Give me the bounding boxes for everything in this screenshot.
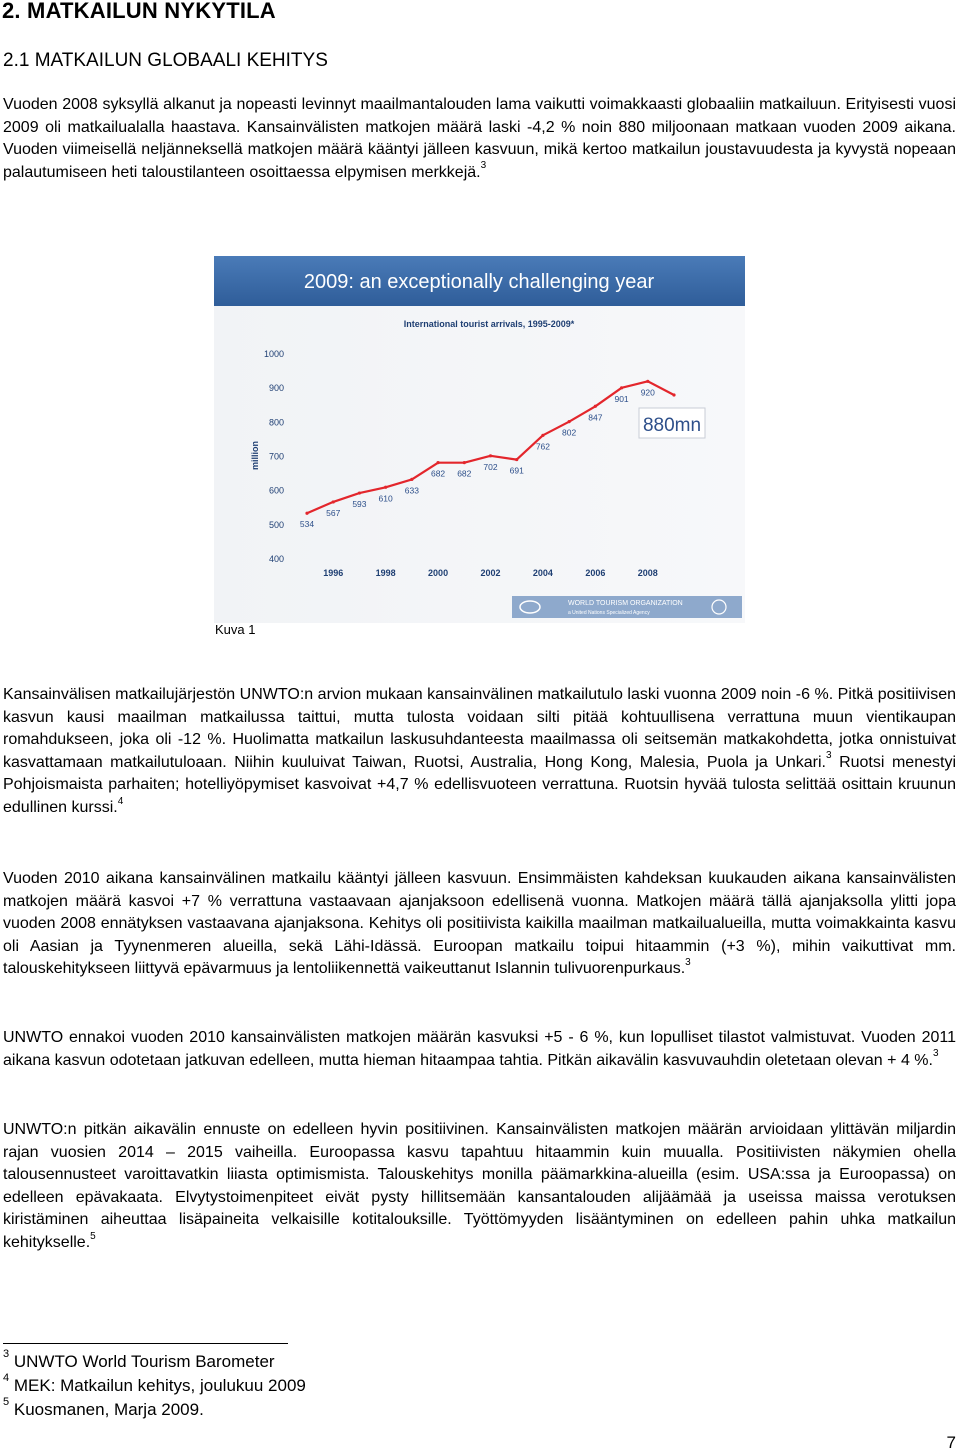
paragraph-5: UNWTO:n pitkän aikavälin ennuste on edelleen hyvin positiivinen. Kansainvälisten matkojen määrän arvioidaan ylittävän miljardin rajan vuosien 2014 – 2015 vaiheilla. Euroopassa kasvu tapahtuu hitaammin kuin muualla. Positiivisten näkymien ohella talousennusteet varoittavatkin liiasta optimismista. Talouskehitys monilla päämarkkina-alueilla (esim. USA:ssa ja Euroopassa) on edelleen epävakaata. Elvytystoimenpiteet eivät pysty hillitsemään kansantalouden alijäämää ja useissa maissa verotuksen kiristäminen aiheuttaa lisäpaineita velkaisille kotitalouksille. Työttömyyden lisääntyminen on edelleen pahin uhka matkailun kehitykselle.$^5$	[3, 1121, 956, 1251]
paragraph-2: Kansainvälisen matkailujärjestön UNWTO:n arvion mukaan kansainvälinen matkailutulo laski vuonna 2009 noin -6 %. Pitkä positiivisen kasvun kausi maailman matkailussa taittui, mutta tulosta voidaan silti pitää kohtuullisena verrattuna muun vientikaupan romahdukseen, joka oli -12 %. Huolimatta matkailun laskusuhdanteesta maailmassa oli seitsemän matkakohdetta, jotka onnistuivat kasvattamaan matkailutuloaan. Niihin kuuluivat Taiwan, Ruotsi, Australia, Hong Kong, Malesia, Puola ja Unkari.$^3$ Ruotsi menestyi Pohjoismaista parhaiten; hotelliyöpymiset kasvoivat +4,7 % edellisvuoteen verrattuna. Ruotsin hyvää tulosta selittää osittain kruunun edullinen kurssi.$^4$	[3, 686, 956, 816]
y-tick-label: 900	[268, 383, 284, 394]
data-point	[332, 500, 335, 503]
data-label: 534	[299, 519, 315, 530]
data-label: 610	[378, 493, 393, 504]
x-tick-label: 2002	[480, 568, 501, 578]
chart-title: 2009: an exceptionally challenging year	[303, 271, 655, 293]
footnote-ref: 3	[825, 750, 832, 762]
data-point	[489, 454, 492, 457]
footnote: $^5$ Kuosmanen, Marja 2009.	[3, 1396, 204, 1419]
footnote-ref: 3	[685, 957, 691, 969]
x-tick-label: 2000	[428, 568, 449, 578]
data-label: 847	[588, 412, 603, 423]
callout-box	[639, 408, 705, 438]
data-point	[672, 393, 675, 396]
data-point	[410, 478, 413, 481]
data-point	[358, 491, 361, 494]
footnote-ref: 3	[480, 160, 487, 172]
data-point	[541, 434, 544, 437]
tourist-arrivals-chart	[214, 256, 745, 623]
data-point	[568, 420, 571, 423]
section-heading: 2.1 MATKAILUN GLOBAALI KEHITYS	[3, 50, 328, 71]
y-tick-label: 400	[268, 554, 284, 564]
data-label: 593	[352, 499, 367, 510]
data-label: 682	[430, 468, 446, 479]
y-tick-label: 800	[268, 417, 284, 428]
x-tick-label: 1996	[323, 568, 344, 578]
org-label: WORLD TOURISM ORGANIZATION	[568, 600, 683, 607]
chart-svg	[214, 256, 745, 623]
data-point	[515, 458, 518, 461]
data-label: 802	[562, 427, 577, 438]
paragraph-1: Vuoden 2008 syksyllä alkanut ja nopeasti levinnyt maailmantalouden lama vaikutti voimakkaasti globaaliin matkailuun. Erityisesti vuosi 2009 oli matkailualalla haastava. Kansainvälisten matkojen määrä laski -4,2 % noin 880 miljoonaan matkaan vuoden 2009 aikana. Vuoden viimeisellä neljänneksellä matkojen määrä kääntyi jälleen kasvuun, mikä kertoo matkailun joustavuudesta ja kyvystä nopeaan palautumiseen heti taloustilanteen osoittaessa elpymisen merkkejä.$^3$	[3, 96, 956, 181]
chart-subtitle: International tourist arrivals, 1995-2009*	[403, 319, 575, 329]
x-tick-label: 2008	[637, 568, 658, 578]
x-tick-label: 1998	[375, 568, 396, 578]
y-axis-label: million	[250, 441, 260, 470]
data-point	[384, 486, 387, 489]
data-label: 901	[614, 393, 629, 404]
page-number: 7	[946, 1433, 956, 1452]
data-point	[620, 386, 623, 389]
x-tick-label: 2006	[585, 568, 606, 578]
org-sublabel: a United Nations Specialized Agency	[568, 610, 650, 616]
data-label: 691	[509, 465, 524, 476]
footnote: $^4$ MEK: Matkailun kehitys, joulukuu 2009	[3, 1372, 306, 1395]
data-point	[463, 461, 466, 464]
data-label: 702	[483, 461, 498, 472]
y-tick-label: 1000	[263, 349, 284, 359]
paragraph-3: Vuoden 2010 aikana kansainvälinen matkailu kääntyi jälleen kasvuun. Ensimmäisten kahdeksan kuukauden aikana kansainvälisten matkojen määrä kasvoi +7 % verrattuna vastaavaan ajanjaksoon edellisenä vuonna. Matkojen määrä tällä ajanjaksolla ylitti jopa vuoden 2008 ennätyksen vastaavana ajanjaksona. Kehitys oli positiivista kaikilla maailman matkailualueilla, mutta voimakkainta kasvu oli Aasian ja Tyynenmeren alueilla, sekä Lähi-Idässä. Euroopan matkailu toipui hitaammin (+3 %), mihin vaikuttivat mm. talouskehitykseen liittyvä epävarmuus ja lentoliikennettä vaikeuttanut Islannin tulivuorenpurkaus.$^3$	[3, 870, 956, 978]
figure-caption: Kuva 1	[215, 622, 256, 637]
page-heading: 2. MATKAILUN NYKYTILA	[2, 0, 276, 23]
data-point	[436, 461, 439, 464]
org-logo-bar	[512, 596, 742, 618]
callout-label: 880mn	[642, 415, 702, 436]
y-tick-label: 500	[268, 519, 284, 530]
data-label: 762	[535, 441, 551, 452]
footnote-ref: 5	[90, 1230, 96, 1242]
x-tick-label: 2004	[532, 568, 553, 578]
data-point	[646, 380, 649, 383]
y-tick-label: 700	[268, 451, 284, 462]
y-tick-label: 600	[268, 485, 284, 496]
paragraph-4: UNWTO ennakoi vuoden 2010 kansainvälisten matkojen määrän kasvuksi +5 - 6 %, kun lopulliset tilastot valmistuvat. Vuoden 2011 aikana kasvun odotetaan jatkuvan edelleen, mutta hieman hitaampaa tahtia. Pitkän aikavälin kasvuvauhdin oletetaan olevan + 4 %.$^3$	[3, 1029, 956, 1069]
data-label: 920	[640, 387, 655, 398]
data-label: 633	[404, 485, 419, 496]
footnote-ref: 3	[932, 1048, 939, 1060]
footnote-ref: 4	[117, 795, 124, 807]
data-point	[305, 512, 308, 515]
footnote: $^3$ UNWTO World Tourism Barometer	[3, 1348, 275, 1371]
data-label: 682	[457, 468, 472, 479]
footnote-divider	[3, 1343, 288, 1344]
data-label: 567	[326, 507, 341, 518]
data-point	[594, 405, 597, 408]
